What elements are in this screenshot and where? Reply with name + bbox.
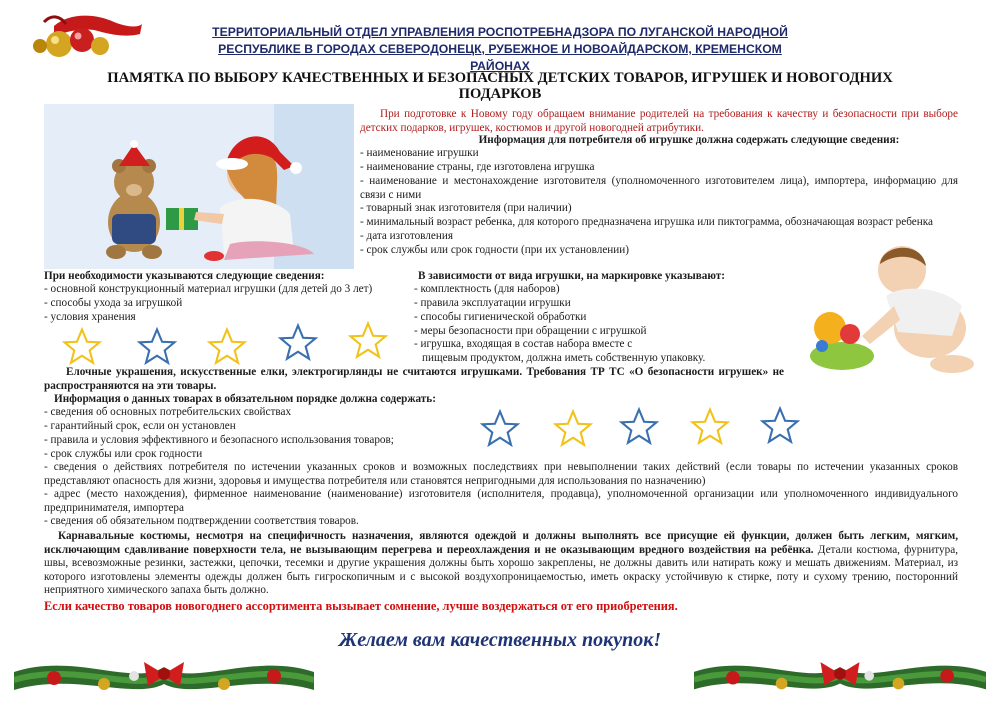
baby-with-toy-icon: [802, 236, 982, 386]
header-line-1: ТЕРРИТОРИАЛЬНЫЙ ОТДЕЛ УПРАВЛЕНИЯ РОСПОТРЕБНАДЗОРА ПО ЛУГАНСКОЙ НАРОДНОЙ: [212, 25, 788, 39]
list-item: - комплектность (для наборов): [414, 283, 560, 296]
costumes-bold: Карнавальные костюмы, несмотря на специфичность назначения, являются одеждой и должны выполнять все присущие ей функции, должен быть легким, мягким, исключающим сдавливание поверхности тела, не вызывающим перегрева и переохлаждения и не оказывающим вредного воздействия на ребёнка.: [44, 530, 958, 556]
title-line-2: ПОДАРКОВ: [458, 86, 542, 102]
list-item: пищевым продуктом, должна иметь собственную упаковку.: [422, 352, 706, 365]
list-item: - наименование игрушки: [360, 147, 479, 160]
star-icon: [758, 405, 802, 447]
list-item: - условия хранения: [44, 310, 136, 323]
list-item: - правила эксплуатации игрушки: [414, 297, 571, 309]
warning-text: Если качество товаров новогоднего ассортимента вызывает сомнение, лучше воздержаться от его приобретения.: [44, 599, 678, 613]
star-icon: [617, 406, 661, 448]
header-line-2: РЕСПУБЛИКЕ В ГОРОДАХ СЕВЕРОДОНЕЦК, РУБЕЖНОЕ И НОВОАЙДАРСКОМ, КРЕМЕНСКОМ РАЙОНАХ: [218, 42, 782, 73]
list-item: - сведения об основных потребительских свойствах: [44, 406, 292, 419]
list-item: - срок службы или срок годности: [44, 447, 203, 460]
list-item: - наименование страны, где изготовлена игрушка: [360, 161, 595, 173]
list-item: - сведения об обязательном подтверждении соответствия товаров.: [44, 515, 359, 528]
teddy-bear-icon: [44, 104, 354, 269]
christmas-ornament-icon: [14, 8, 144, 64]
list-item: - срок службы или срок годности (при их установлении): [360, 243, 629, 256]
list-item: - сведения о действиях потребителя по истечении указанных сроков и возможных последствиях при невыполнении таких действий (если товары по истечении указанных сроков представляют опасность для жизни, здоровья и имущества потребителя или становятся непригодными для использования по назначению): [44, 461, 958, 487]
star-icon: [551, 408, 595, 450]
goods-info-section: [44, 393, 474, 461]
list-item: - гарантийный срок, если он установлен: [44, 420, 236, 432]
list-item: - наименование и местонахождение изготовителя (уполномоченного изготовителем лица), импортера, информацию для связи с ними: [360, 174, 958, 201]
list-item: - дата изготовления: [360, 229, 453, 242]
list-item: - игрушка, входящая в состав набора вместе с: [414, 338, 633, 351]
closing-wish: Желаем вам качественных покупок!: [338, 629, 662, 651]
list-item: - правила и условия эффективного и безопасного использования товаров;: [44, 433, 394, 446]
intro-paragraph: При подготовке к Новому году обращаем внимание родителей на требования к качеству и безопасности при выборе детских подарков, игрушек, костюмов и другой новогодней атрибутики.: [360, 108, 958, 134]
christmas-garland-left-icon: [14, 632, 314, 702]
list-item: - способы ухода за игрушкой: [44, 297, 183, 309]
consumer-info-heading: Информация для потребителя об игрушке должна содержать следующие сведения:: [478, 134, 900, 146]
star-icon: [276, 322, 320, 364]
star-icon: [60, 326, 104, 368]
costumes-paragraph: [44, 530, 958, 598]
by-type-section: [414, 270, 794, 366]
list-item: - способы гигиенической обработки: [414, 310, 587, 323]
by-type-heading: В зависимости от вида игрушки, на маркировке указывают:: [418, 270, 725, 282]
if-needed-section: [44, 270, 414, 325]
christmas-garland-right-icon: [694, 632, 986, 702]
star-icon: [205, 326, 249, 368]
list-item: - товарный знак изготовителя (при наличии): [360, 202, 572, 215]
star-icon: [688, 406, 732, 448]
child-with-teddy-photo: [44, 104, 354, 269]
not-toys-note: Елочные украшения, искусственные елки, электрогирлянды не считаются игрушками. Требования ТР ТС «О безопасности игрушек» не распространяются на эти товары.: [44, 366, 784, 392]
if-needed-heading: При необходимости указываются следующие сведения:: [44, 270, 325, 282]
costumes-text: Детали костюма, фурнитура, швы, всевозможные резинки, застежки, цепочки, тесемки и другие украшения должны быть хорошо закреплены, не должны давить или натирать кожу и мешать движениям. Материал, из которого изготовлены элементы одежды должен быть гигроскопичным и с высокой воздухопроницаемостью, иметь окраску устойчивую к стирке, поту и сухому трению, посторонний неприятного химического запаха быть должно.: [44, 543, 958, 597]
page-title: [40, 70, 960, 102]
star-icon: [346, 320, 390, 362]
star-icon: [478, 408, 522, 450]
list-item: - основной конструкционный материал игрушки (для детей до 3 лет): [44, 283, 373, 296]
goods-info-heading: Информация о данных товарах в обязательном порядке должна содержать:: [54, 393, 436, 405]
list-item: - меры безопасности при обращении с игрушкой: [414, 324, 647, 337]
title-line-1: ПАМЯТКА ПО ВЫБОРУ КАЧЕСТВЕННЫХ И БЕЗОПАСНЫХ ДЕТСКИХ ТОВАРОВ, ИГРУШЕК И НОВОГОДНИХ: [107, 70, 893, 86]
organization-header: [200, 24, 800, 75]
goods-info-details: [44, 461, 958, 529]
list-item: - минимальный возраст ребенка, для которого предназначена игрушка или пиктограмма, обозначающая возраст ребенка: [360, 216, 933, 229]
star-icon: [135, 326, 179, 368]
list-item: - адрес (место нахождения), фирменное наименование (наименование) изготовителя (исполнителя, продавца), уполномоченной организации или уполномоченного индивидуального предпринимателя, импортера: [44, 488, 958, 514]
